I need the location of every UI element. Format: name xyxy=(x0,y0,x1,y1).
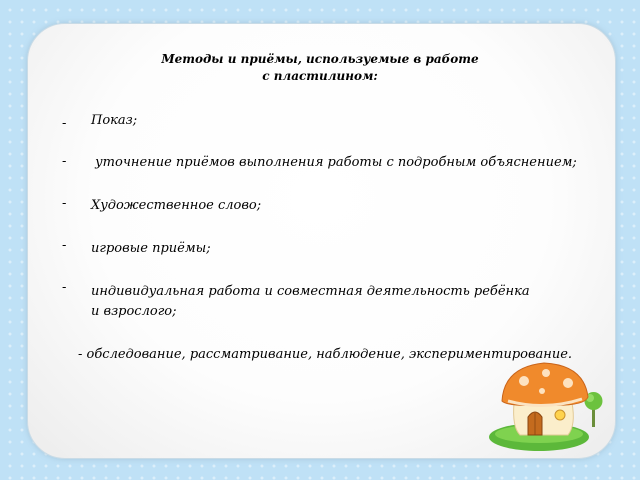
list-item: Художественное слово; xyxy=(91,198,262,213)
bullet-marker: - xyxy=(62,154,67,169)
title-line-2: с пластилином: xyxy=(262,69,378,83)
list-item: игровые приёмы; xyxy=(91,241,211,256)
list-item: уточнение приёмов выполнения работы с подробным объяснением; xyxy=(91,155,577,170)
bullet-marker: - xyxy=(62,196,67,211)
cap-spot xyxy=(563,378,573,388)
final-line: - обследование, рассматривание, наблюдение, экспериментирование. xyxy=(78,347,573,362)
list-item: Показ; xyxy=(91,113,138,128)
slide-title xyxy=(0,51,640,85)
bullet-marker: - xyxy=(62,238,67,253)
mushroom-house-icon xyxy=(484,355,614,455)
cap-spot xyxy=(519,376,529,386)
mushroom-stem xyxy=(514,403,574,435)
title-line-1: Методы и приёмы, используемые в работе xyxy=(161,52,479,66)
bullet-marker: - xyxy=(62,116,67,131)
list-item: индивидуальная работа и совместная деятельность ребёнка и взрослого; xyxy=(91,284,530,319)
bullet-marker: - xyxy=(62,280,67,295)
cap-spot xyxy=(539,388,545,394)
cap-spot xyxy=(542,369,550,377)
window xyxy=(555,410,565,420)
